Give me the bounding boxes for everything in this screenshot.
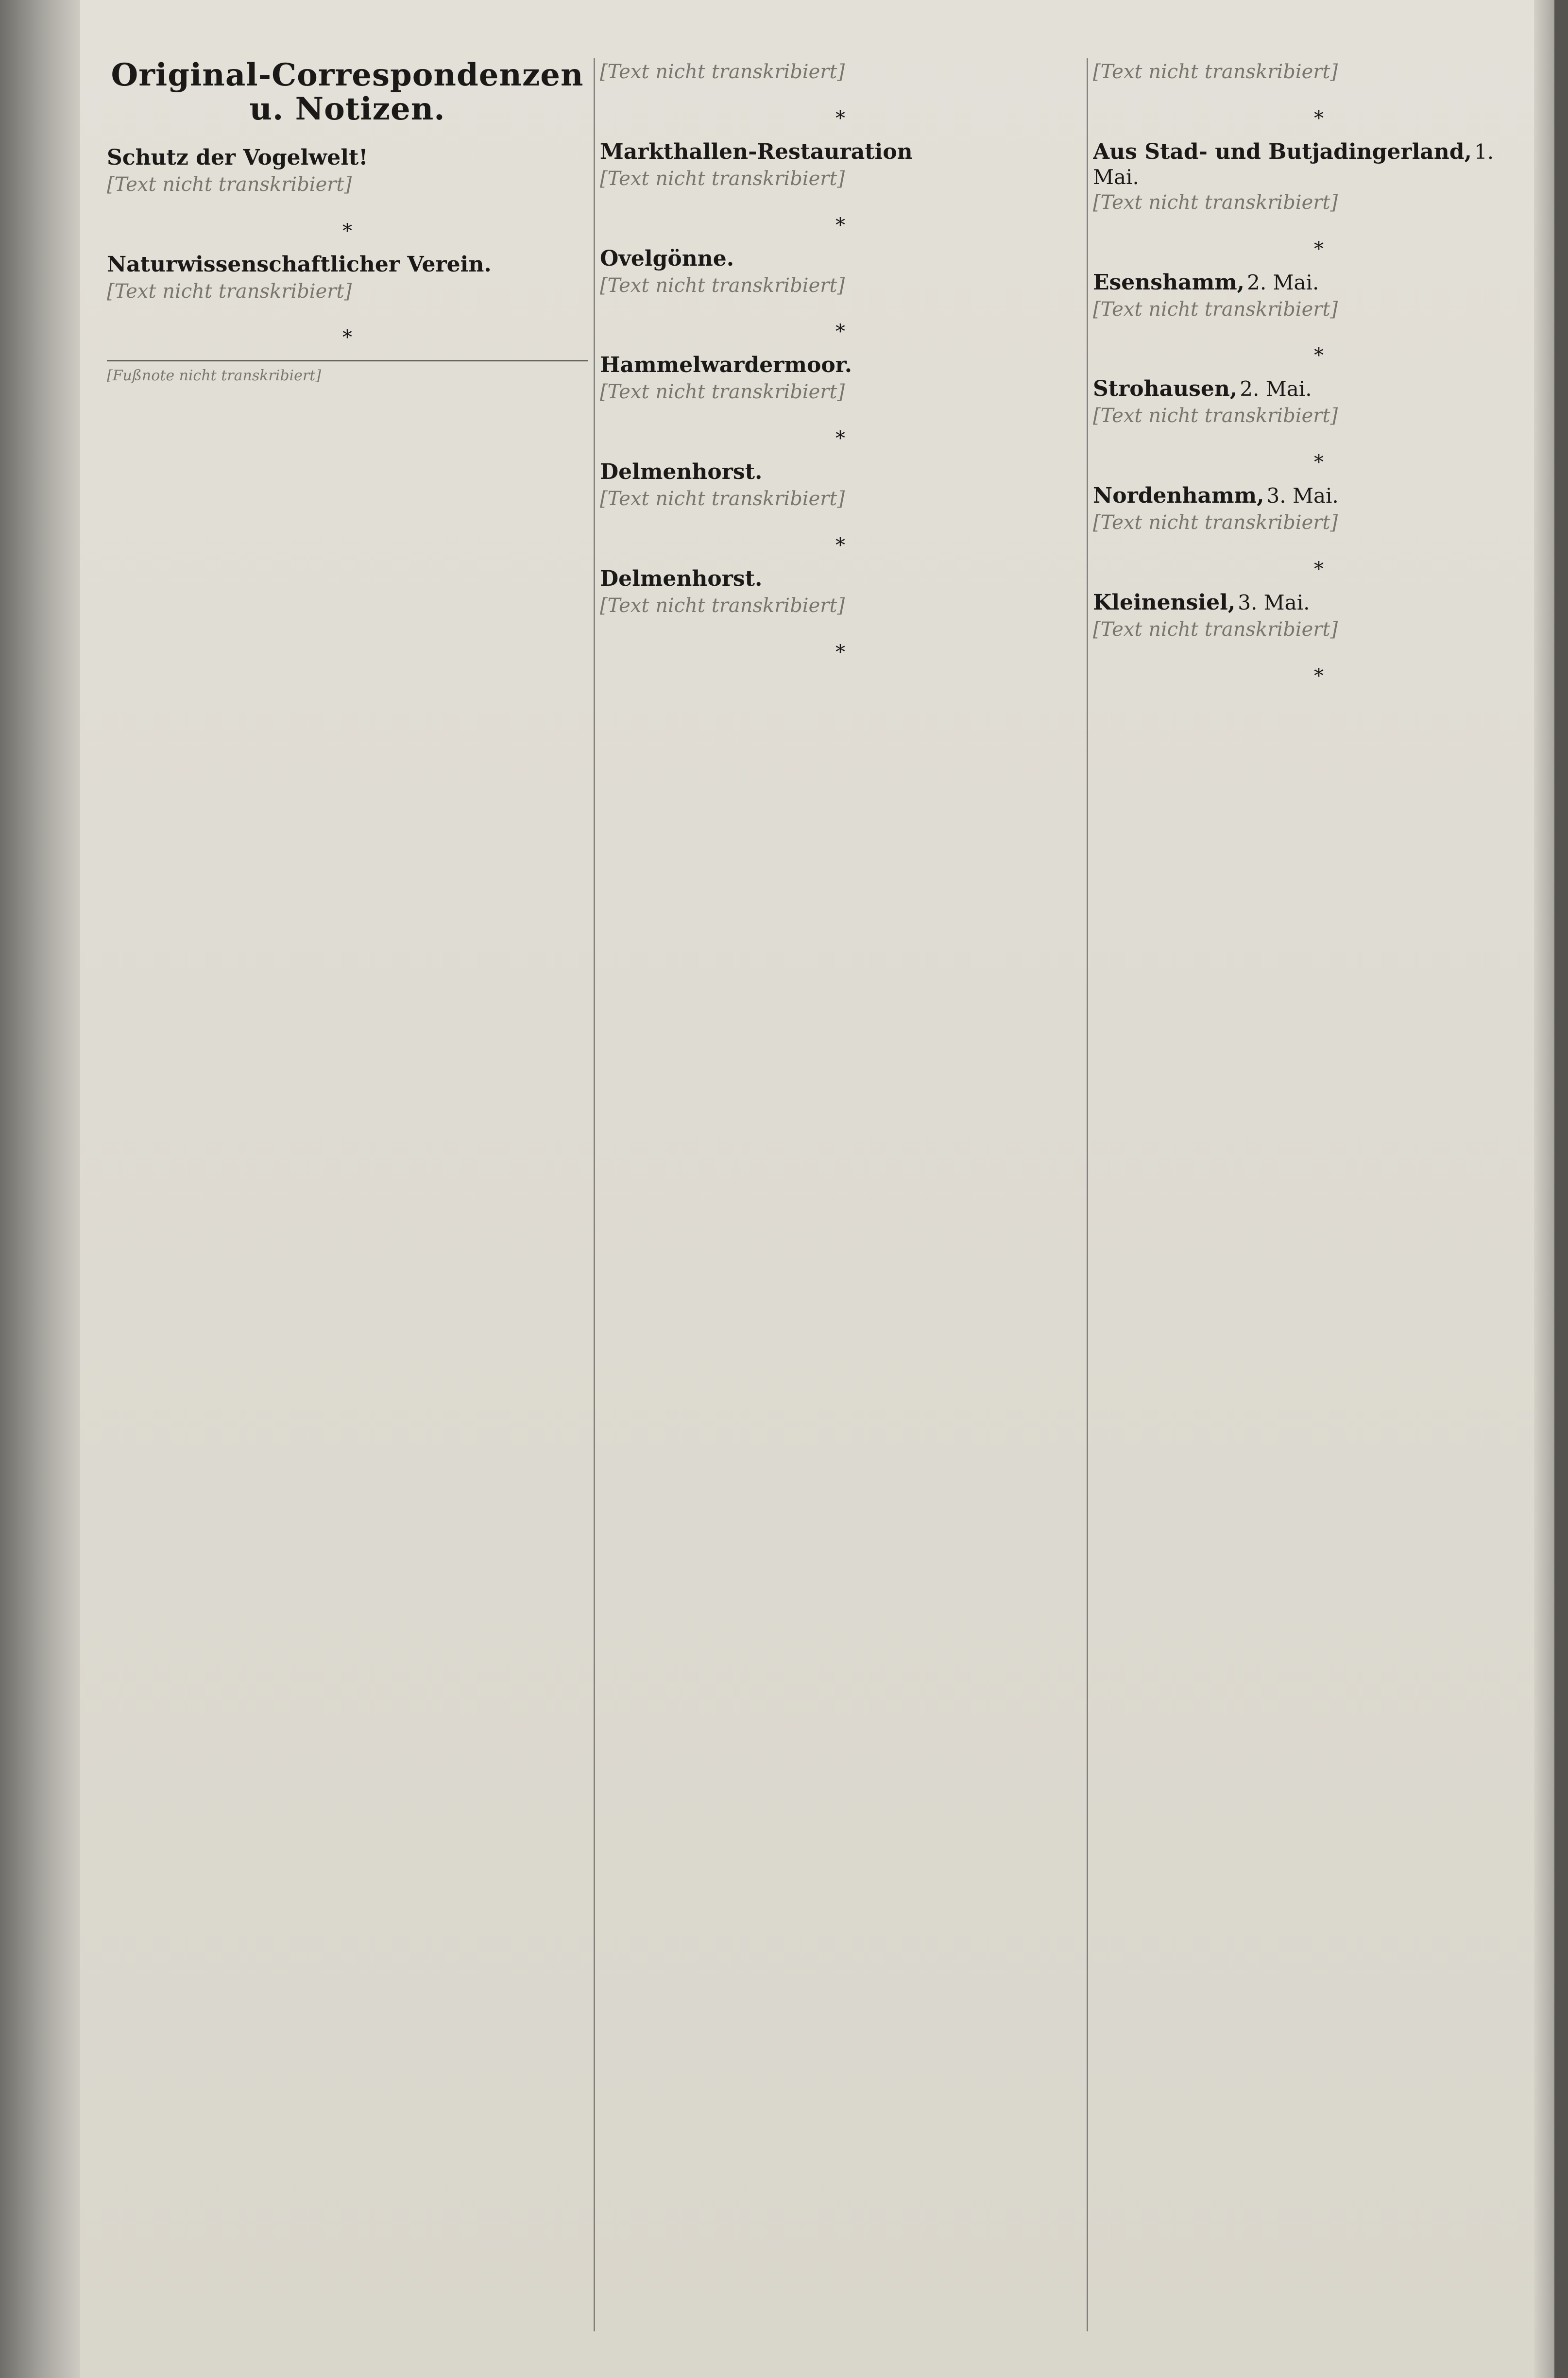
item-separator: * <box>1314 451 1324 474</box>
item-separator: * <box>1314 664 1324 687</box>
news-item <box>1093 375 1545 430</box>
news-item-body <box>107 171 588 199</box>
footnote <box>107 360 588 386</box>
news-item-body <box>1093 296 1545 323</box>
news-item-heading: Markthallen-Restauration <box>600 139 913 164</box>
news-item-heading: Kleinensiel, <box>1093 590 1236 615</box>
news-item-body <box>600 272 1081 300</box>
column-rule <box>1087 58 1088 2331</box>
news-item-dateline: 3. Mai. <box>1238 590 1310 614</box>
column-1-items <box>107 144 588 349</box>
news-item-body <box>107 278 588 306</box>
news-item-heading: Strohausen, <box>1093 376 1238 402</box>
item-separator: * <box>342 326 352 349</box>
news-item-heading: Hammelwardermoor. <box>600 353 852 378</box>
news-item <box>1093 269 1545 323</box>
news-item <box>600 245 1081 300</box>
news-item-body <box>600 58 1081 86</box>
item-separator: * <box>835 641 845 663</box>
item-separator: * <box>1314 238 1324 260</box>
news-item <box>107 144 588 199</box>
scan-edge-strip <box>1554 0 1568 2378</box>
news-item <box>600 565 1081 620</box>
news-item <box>600 352 1081 406</box>
news-item-heading: Nordenhamm, <box>1093 483 1264 509</box>
news-item-heading: Delmenhorst. <box>600 459 763 485</box>
news-item <box>600 138 1081 193</box>
column-3-items <box>1093 58 1545 687</box>
item-separator: * <box>835 214 845 237</box>
news-item-dateline: 1. Mai. <box>1093 139 1494 189</box>
news-item-dateline: 2. Mai. <box>1240 377 1312 401</box>
news-item <box>600 459 1081 513</box>
news-item-heading: Schutz der Vogelwelt! <box>107 145 368 170</box>
news-item-body <box>1093 189 1545 217</box>
news-item-body <box>1093 616 1545 644</box>
section-masthead: Original-Correspondenzen u. Notizen. <box>111 58 584 128</box>
news-item-body <box>1093 58 1545 86</box>
news-item-body <box>600 378 1081 406</box>
news-item-heading: Ovelgönne. <box>600 246 734 271</box>
item-separator: * <box>1314 107 1324 130</box>
news-item <box>600 58 1081 86</box>
news-item <box>1093 482 1545 537</box>
news-item-body <box>600 592 1081 620</box>
item-separator: * <box>835 534 845 557</box>
item-separator: * <box>835 321 845 343</box>
news-item-heading: Delmenhorst. <box>600 566 763 591</box>
news-item-heading: Aus Stad- und Butjadingerland, <box>1093 139 1472 164</box>
page-gutter-left <box>0 0 80 2378</box>
item-separator: * <box>835 107 845 130</box>
column-2 <box>600 58 1081 2331</box>
item-separator: * <box>1314 344 1324 367</box>
item-separator: * <box>342 220 352 242</box>
column-1 <box>107 58 588 2331</box>
news-item <box>1093 589 1545 644</box>
news-item-heading: Esenshamm, <box>1093 270 1244 295</box>
news-item <box>107 251 588 306</box>
news-item-body <box>600 485 1081 513</box>
news-item-body <box>1093 509 1545 537</box>
news-item-dateline: 2. Mai. <box>1247 270 1319 294</box>
item-separator: * <box>835 427 845 450</box>
column-rule <box>594 58 595 2331</box>
item-separator: * <box>1314 558 1324 580</box>
column-3 <box>1093 58 1545 2331</box>
news-item-heading: Naturwissenschaftlicher Verein. <box>107 252 492 277</box>
news-item-body <box>600 165 1081 193</box>
news-item-body <box>1093 402 1545 430</box>
news-item <box>1093 58 1545 86</box>
news-item <box>1093 138 1545 217</box>
news-item-dateline: 3. Mai. <box>1266 484 1339 508</box>
column-2-items <box>600 58 1081 663</box>
